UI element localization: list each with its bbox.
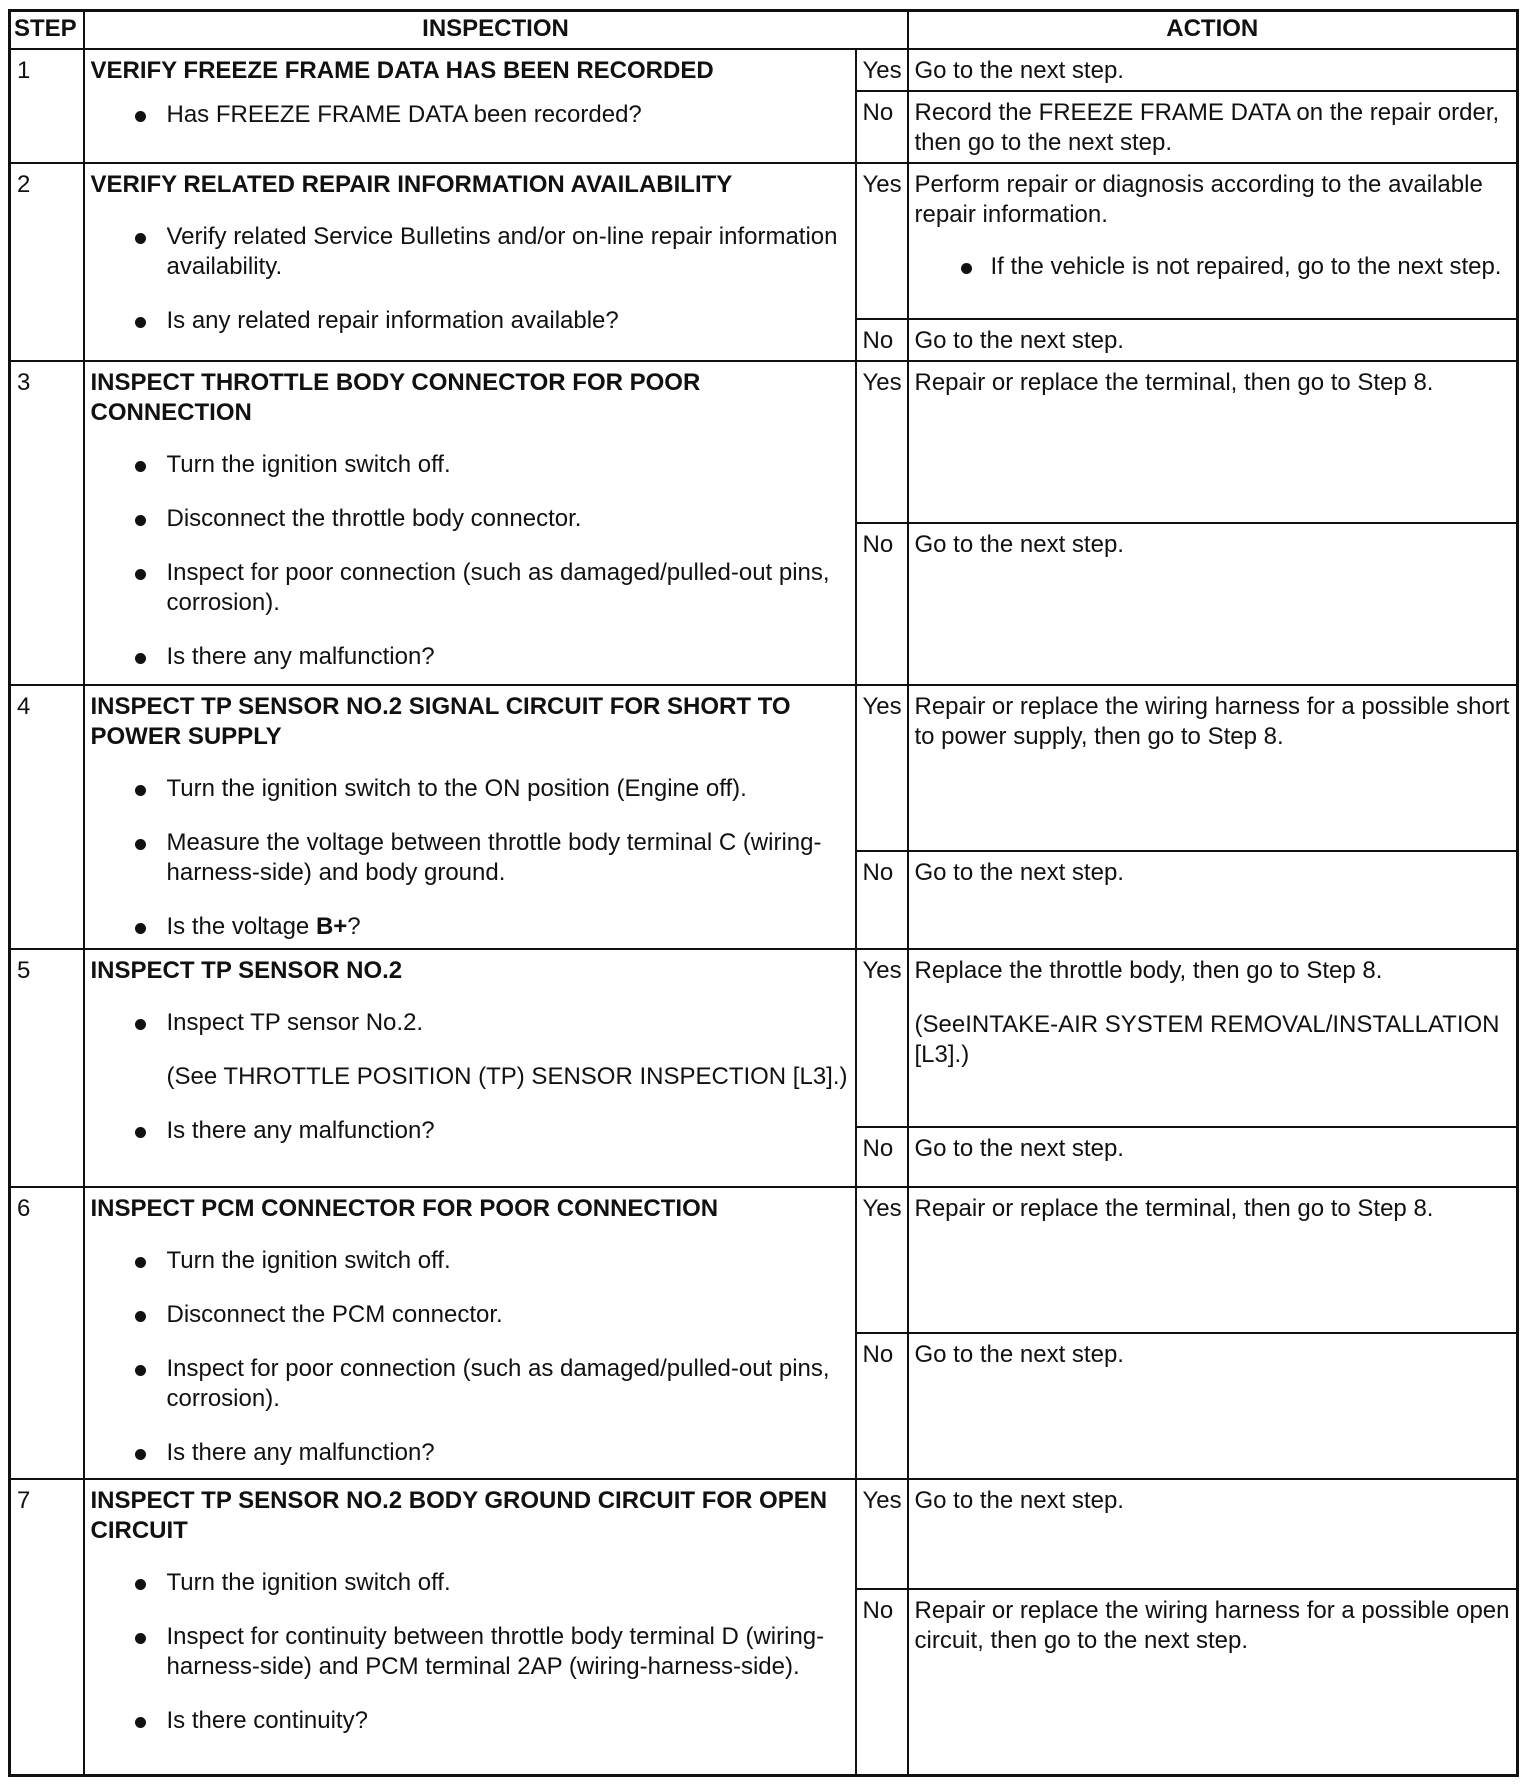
- no-action: Go to the next step.: [908, 1333, 1518, 1479]
- inspection-bullet: Has FREEZE FRAME DATA been recorded?: [91, 100, 849, 130]
- bullet-icon: [135, 569, 146, 580]
- step-3-yes-row: [10, 361, 1518, 523]
- bullet-icon: [961, 263, 972, 274]
- inspection-bullet: Inspect for poor connection (such as damaged/pulled-out pins, corrosion).: [91, 1354, 849, 1414]
- step-title: VERIFY RELATED REPAIR INFORMATION AVAILABILITY: [90, 171, 733, 198]
- step-3-inspection: [84, 361, 856, 685]
- no-label: No: [856, 1589, 908, 1775]
- step-column-header: STEP: [10, 11, 84, 50]
- yes-action-text: Perform repair or diagnosis according to the available repair information.: [914, 171, 1483, 228]
- inspection-bullet: Is there any malfunction?: [91, 642, 849, 672]
- bullet-icon: [135, 1311, 146, 1322]
- inspection-bullet-list: [91, 100, 849, 130]
- no-label: No: [856, 851, 908, 949]
- yes-action: Repair or replace the terminal, then go to Step 8.: [908, 361, 1518, 523]
- bullet-icon: [135, 1717, 146, 1728]
- yes-label: Yes: [856, 949, 908, 1127]
- inspection-bullet: Turn the ignition switch off.: [91, 1246, 849, 1276]
- bullet-icon: [135, 515, 146, 526]
- bullet-icon: [135, 1257, 146, 1268]
- no-action: Record the FREEZE FRAME DATA on the repair order, then go to the next step.: [908, 91, 1518, 163]
- yes-action: Go to the next step.: [908, 49, 1518, 91]
- yes-action: Repair or replace the wiring harness for a possible short to power supply, then go to Step 8.: [908, 685, 1518, 851]
- inspection-bullet: Inspect for poor connection (such as damaged/pulled-out pins, corrosion).: [91, 558, 849, 618]
- bullet-icon: [135, 1365, 146, 1376]
- step-6-yes-row: [10, 1187, 1518, 1333]
- inspection-bullet: Inspect TP sensor No.2. (See THROTTLE POSITION (TP) SENSOR INSPECTION [L3].): [91, 1008, 849, 1092]
- step-number: 3: [10, 361, 84, 685]
- step-title: INSPECT PCM CONNECTOR FOR POOR CONNECTION: [90, 1195, 719, 1222]
- bullet-icon: [135, 111, 146, 122]
- inspection-bullet-list: [91, 1008, 849, 1146]
- no-label: No: [856, 319, 908, 361]
- yes-action: Go to the next step.: [908, 1479, 1518, 1589]
- yes-label: Yes: [856, 163, 908, 319]
- bullet-icon: [135, 923, 146, 934]
- step-4-yes-row: [10, 685, 1518, 851]
- inspection-bullet: Is the voltage B+?: [91, 912, 849, 942]
- step-5-yes-row: [10, 949, 1518, 1127]
- bullet-icon: [135, 1127, 146, 1138]
- inspection-bullet: Turn the ignition switch to the ON position (Engine off).: [91, 774, 849, 804]
- no-label: No: [856, 1333, 908, 1479]
- inspection-bullet: Measure the voltage between throttle body terminal C (wiring-harness-side) and body ground.: [91, 828, 849, 888]
- step-title: INSPECT TP SENSOR NO.2 BODY GROUND CIRCUIT FOR OPEN CIRCUIT: [90, 1487, 828, 1544]
- no-action: Go to the next step.: [908, 523, 1518, 685]
- inspection-bullet: Disconnect the PCM connector.: [91, 1300, 849, 1330]
- inspection-bullet: Turn the ignition switch off.: [91, 1568, 849, 1598]
- bullet-icon: [135, 839, 146, 850]
- bullet-icon: [135, 1449, 146, 1460]
- step-1-inspection: [84, 49, 856, 163]
- action-sub-bullet: If the vehicle is not repaired, go to the next step.: [915, 252, 1511, 282]
- action-column-header: ACTION: [908, 11, 1518, 50]
- bullet-icon: [135, 653, 146, 664]
- yes-action: [908, 949, 1518, 1127]
- inspection-bullet-list: [91, 1246, 849, 1468]
- inspection-bullet: Is there any malfunction?: [91, 1438, 849, 1468]
- step-number: 4: [10, 685, 84, 949]
- table-header-row: [10, 11, 1518, 50]
- step-4-inspection: [84, 685, 856, 949]
- inspection-bullet-list: [91, 222, 849, 336]
- diagnostic-procedure-table: [8, 9, 1519, 1777]
- step-title: INSPECT THROTTLE BODY CONNECTOR FOR POOR CONNECTION: [90, 369, 701, 426]
- step-5-inspection: [84, 949, 856, 1187]
- step-number: 7: [10, 1479, 84, 1775]
- step-number: 5: [10, 949, 84, 1187]
- step-6-inspection: [84, 1187, 856, 1479]
- step-title: INSPECT TP SENSOR NO.2 SIGNAL CIRCUIT FOR SHORT TO POWER SUPPLY: [90, 693, 791, 750]
- reference-note: (See THROTTLE POSITION (TP) SENSOR INSPECTION [L3].): [166, 1063, 848, 1090]
- step-7-yes-row: [10, 1479, 1518, 1589]
- yes-action: [908, 163, 1518, 319]
- yes-label: Yes: [856, 1187, 908, 1333]
- inspection-bullet: Is there continuity?: [91, 1706, 849, 1736]
- yes-label: Yes: [856, 685, 908, 851]
- inspection-bullet-list: [91, 774, 849, 942]
- inspection-bullet: Is any related repair information available?: [91, 306, 849, 336]
- action-sub-list: [915, 252, 1511, 282]
- step-title: VERIFY FREEZE FRAME DATA HAS BEEN RECORDED: [90, 57, 714, 84]
- yes-label: Yes: [856, 1479, 908, 1589]
- inspection-bullet: Verify related Service Bulletins and/or on-line repair information availability.: [91, 222, 849, 282]
- inspection-bullet-list: [91, 1568, 849, 1736]
- step-title: INSPECT TP SENSOR NO.2: [90, 957, 403, 984]
- voltage-value: B+: [315, 913, 348, 940]
- bullet-icon: [135, 233, 146, 244]
- no-action: Go to the next step.: [908, 1127, 1518, 1187]
- yes-action-text: Replace the throttle body, then go to Step 8.: [914, 957, 1383, 984]
- yes-action: Repair or replace the terminal, then go to Step 8.: [908, 1187, 1518, 1333]
- no-label: No: [856, 91, 908, 163]
- yes-label: Yes: [856, 361, 908, 523]
- bullet-icon: [135, 1579, 146, 1590]
- no-label: No: [856, 1127, 908, 1187]
- inspection-bullet: Disconnect the throttle body connector.: [91, 504, 849, 534]
- inspection-bullet-list: [91, 450, 849, 672]
- step-number: 2: [10, 163, 84, 361]
- no-action: Repair or replace the wiring harness for a possible open circuit, then go to the next step.: [908, 1589, 1518, 1775]
- bullet-icon: [135, 317, 146, 328]
- reference-note: (SeeINTAKE-AIR SYSTEM REMOVAL/INSTALLATION [L3].): [914, 1011, 1500, 1068]
- step-2-yes-row: [10, 163, 1518, 319]
- step-number: 6: [10, 1187, 84, 1479]
- bullet-icon: [135, 785, 146, 796]
- step-1-yes-row: [10, 49, 1518, 91]
- inspection-bullet: Inspect for continuity between throttle body terminal D (wiring-harness-side) and PCM terminal 2AP (wiring-harness-side).: [91, 1622, 849, 1682]
- step-number: 1: [10, 49, 84, 163]
- no-action: Go to the next step.: [908, 851, 1518, 949]
- inspection-bullet: Is there any malfunction?: [91, 1116, 849, 1146]
- bullet-icon: [135, 1019, 146, 1030]
- step-7-inspection: [84, 1479, 856, 1775]
- no-action: Go to the next step.: [908, 319, 1518, 361]
- no-label: No: [856, 523, 908, 685]
- bullet-icon: [135, 461, 146, 472]
- inspection-bullet: Turn the ignition switch off.: [91, 450, 849, 480]
- yes-label: Yes: [856, 49, 908, 91]
- step-2-inspection: [84, 163, 856, 361]
- inspection-column-header: INSPECTION: [84, 11, 908, 50]
- bullet-icon: [135, 1633, 146, 1644]
